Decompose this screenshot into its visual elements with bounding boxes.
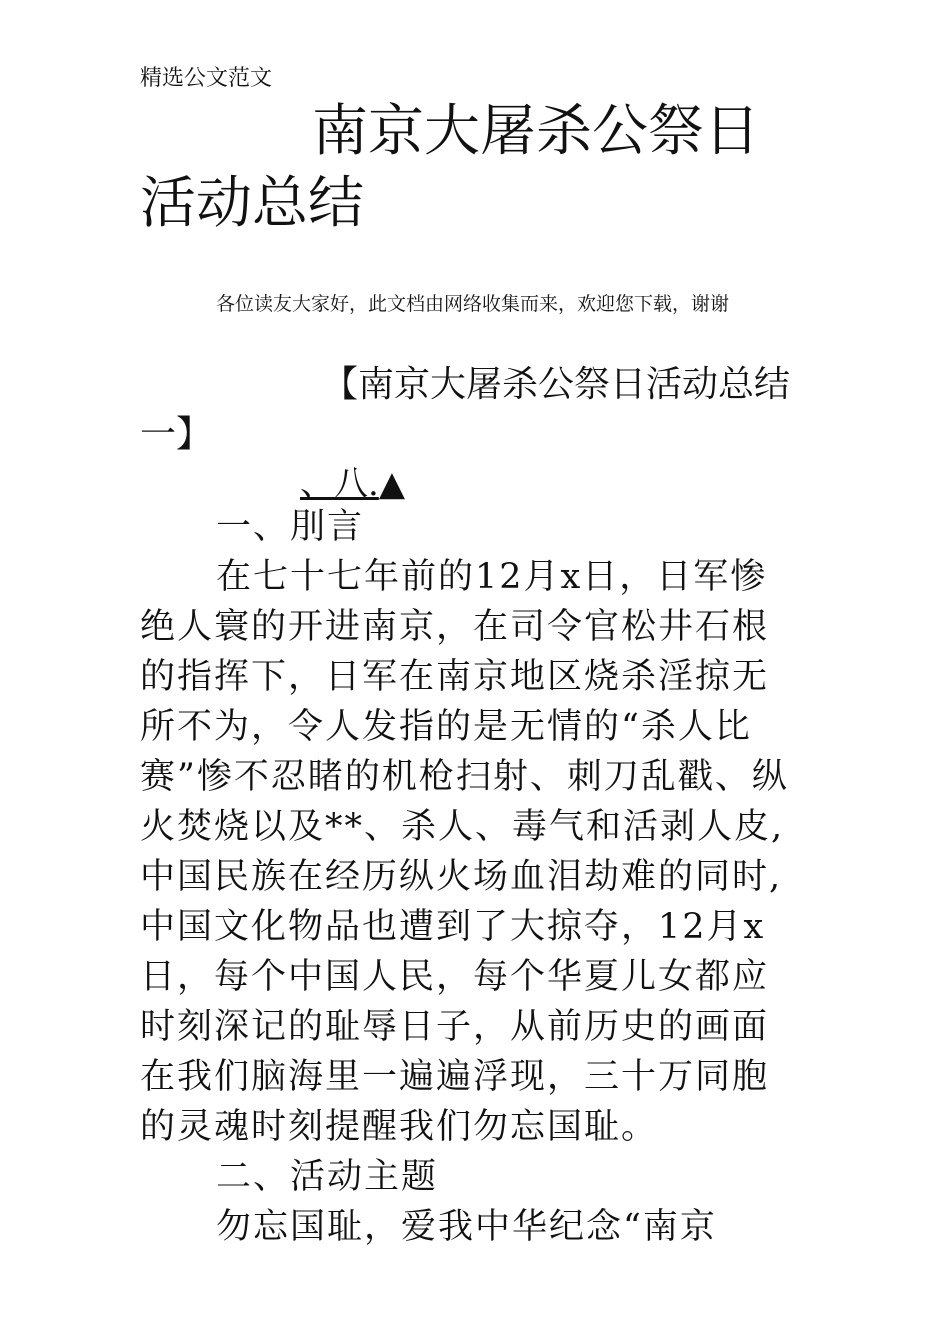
body-text xyxy=(140,502,830,1252)
document-title-line-2: 活动总结 xyxy=(140,171,364,236)
paragraph-line: 在我们脑海里一遍遍浮现，三十万同胞 xyxy=(140,1057,770,1097)
section-heading-line-2: 一】 xyxy=(140,414,213,455)
header-label: 精选公文范文 xyxy=(140,66,273,91)
paragraph-line: 中国文化物品也遭到了大掠夺，12月x xyxy=(140,907,766,947)
heading-activity-theme: 二、活动主题 xyxy=(216,1157,439,1197)
paragraph-line: 在七十七年前的12月x日，日军惨 xyxy=(216,557,768,597)
paragraph-line: 所不为，令人发指的是无情的“杀人比 xyxy=(140,707,752,747)
paragraph-line: 绝人寰的开进南京，在司令官松井石根 xyxy=(140,607,770,647)
paragraph-line: 的指挥下，日军在南京地区烧杀淫掠无 xyxy=(140,657,770,697)
paragraph-line: 的灵魂时刻提醒我们勿忘国耻。 xyxy=(140,1107,659,1147)
paragraph-line: 时刻深记的耻辱日子，从前历史的画面 xyxy=(140,1007,770,1047)
greeting-text: 各位读友大家好，此文档由网络收集而来，欢迎您下载，谢谢 xyxy=(216,293,730,315)
paragraph-line: 勿忘国耻，爱我中华纪念“南京 xyxy=(216,1207,717,1247)
paragraph-line: 火焚烧以及**、杀人、毒气和活剥人皮, xyxy=(140,807,785,847)
paragraph-line: 赛”惨不忍睹的机枪扫射、刺刀乱戳、纵 xyxy=(140,757,789,797)
section-heading xyxy=(140,360,840,460)
ocr-artifact xyxy=(300,462,405,506)
ocr-artifact-text: 、八. xyxy=(300,464,379,504)
section-heading-line-1: 【南京大屠杀公祭日活动总结 xyxy=(322,364,791,405)
document-title-line-1: 南京大屠杀公祭日 xyxy=(312,99,760,164)
paragraph-line: 中国民族在经历纵火场血泪劫难的同时, xyxy=(140,857,783,897)
heading-preface: 一、刖言 xyxy=(216,507,365,547)
paragraph-line: 日，每个中国人民，每个华夏儿女都应 xyxy=(140,957,770,997)
document-title xyxy=(140,96,840,240)
triangle-icon: ▲ xyxy=(378,464,405,504)
